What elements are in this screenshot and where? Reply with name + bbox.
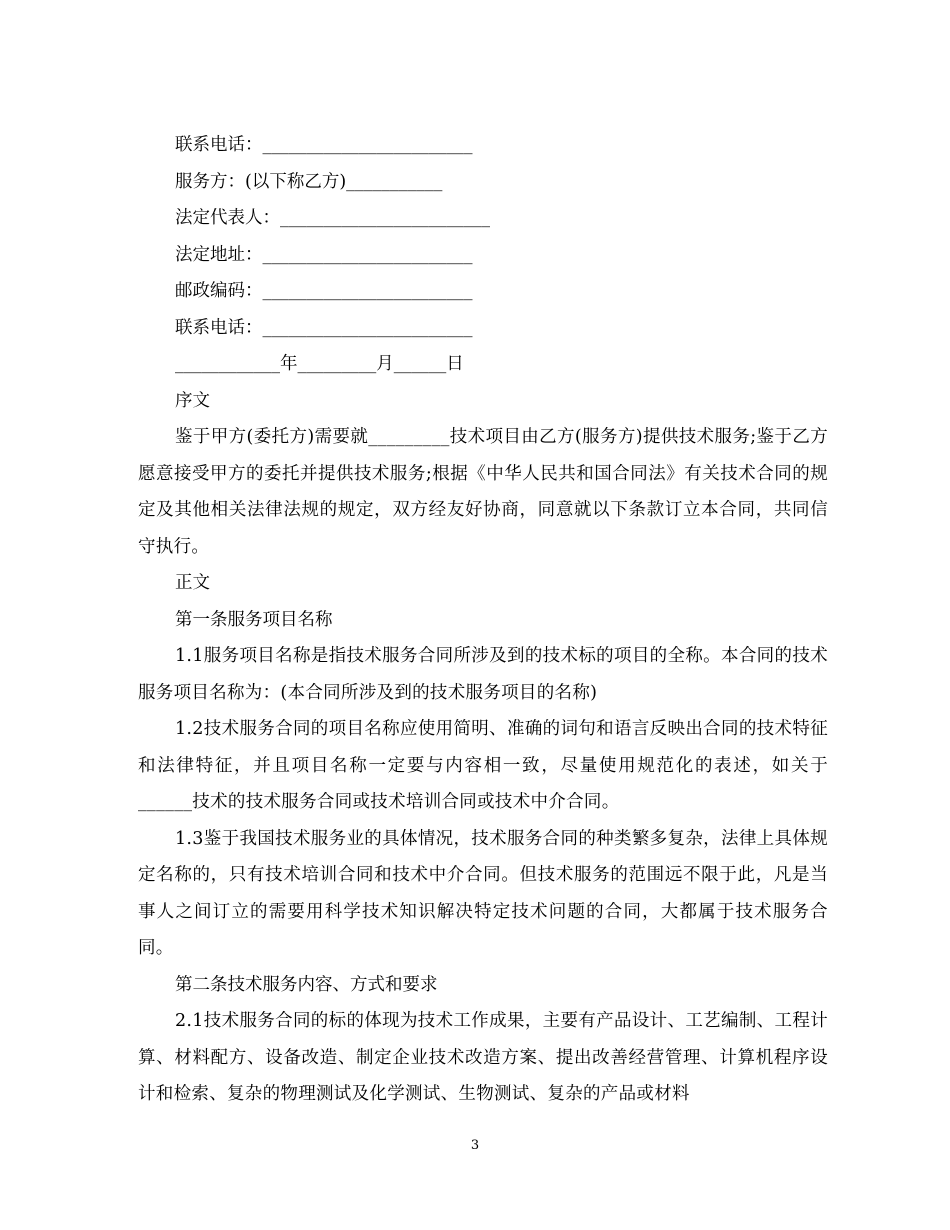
field-label: 联系电话：: [175, 317, 263, 338]
field-label: 服务方：: [175, 171, 245, 192]
field-value: ________________________: [280, 208, 490, 228]
form-field-legal-rep: [138, 200, 828, 237]
form-field-phone-1: [138, 127, 828, 164]
form-field-postal-code: [138, 273, 828, 310]
article-2-heading: 第二条技术服务内容、方式和要求: [175, 974, 438, 995]
field-label: 法定地址：: [175, 244, 263, 265]
field-value: ________________________: [262, 244, 473, 265]
clause-1-2: 1.2技术服务合同的项目名称应使用简明、准确的词句和语言反映出合同的技术特征和法律特征，并且项目名称一定要与内容相一致，尽量使用规范化的表述，如关于______技术的技术服务合同或技术培训合同或技术中介合同。: [138, 719, 828, 812]
clause-2-1: 2.1技术服务合同的标的体现为技术工作成果，主要有产品设计、工艺编制、工程计算、材料配方、设备改造、制定企业技术改造方案、提出改善经营管理、计算机程序设计和检索、复杂的物理测试及化学测试、生物测试、复杂的产品或材料: [138, 1011, 828, 1104]
field-label: 联系电话：: [175, 135, 263, 155]
form-field-phone-2: [138, 310, 828, 347]
clause-1-3: 1.3鉴于我国技术服务业的具体情况，技术服务合同的种类繁多复杂，法律上具体规定名称的，只有技术培训合同和技术中介合同。但技术服务的范围远不限于此，凡是当事人之间订立的需要用科学技术知识解决特定技术问题的合同，大都属于技术服务合同。: [138, 828, 828, 958]
preface-heading: 序文: [175, 390, 210, 411]
page-number: 3: [470, 1138, 480, 1153]
document-content: [138, 127, 828, 1113]
field-value: ________________________: [262, 317, 473, 338]
body-heading: 正文: [175, 573, 210, 593]
field-value: (以下称乙方)___________: [245, 171, 443, 192]
clause-1-1: 1.1服务项目名称是指技术服务合同所涉及到的技术标的项目的全称。本合同的技术服务项目名称为：(本合同所涉及到的技术服务项目的名称): [138, 646, 828, 703]
date-line: ____________年_________月______日: [175, 354, 464, 374]
form-field-service-party: [138, 164, 828, 201]
form-field-legal-address: [138, 237, 828, 274]
field-label: 法定代表人：: [175, 208, 280, 228]
preface-paragraph: 鉴于甲方(委托方)需要就_________技术项目由乙方(服务方)提供技术服务;鉴于乙方愿意接受甲方的委托并提供技术服务;根据《中华人民共和国合同法》有关技术合同的规定及其他相关法律法规的规定，双方经友好协商，同意就以下条款订立本合同，共同信守执行。: [138, 427, 828, 557]
article-1-heading: 第一条服务项目名称: [175, 609, 333, 630]
field-value: ________________________: [262, 281, 473, 301]
field-label: 邮政编码：: [175, 281, 263, 301]
field-value: ________________________: [262, 135, 473, 155]
